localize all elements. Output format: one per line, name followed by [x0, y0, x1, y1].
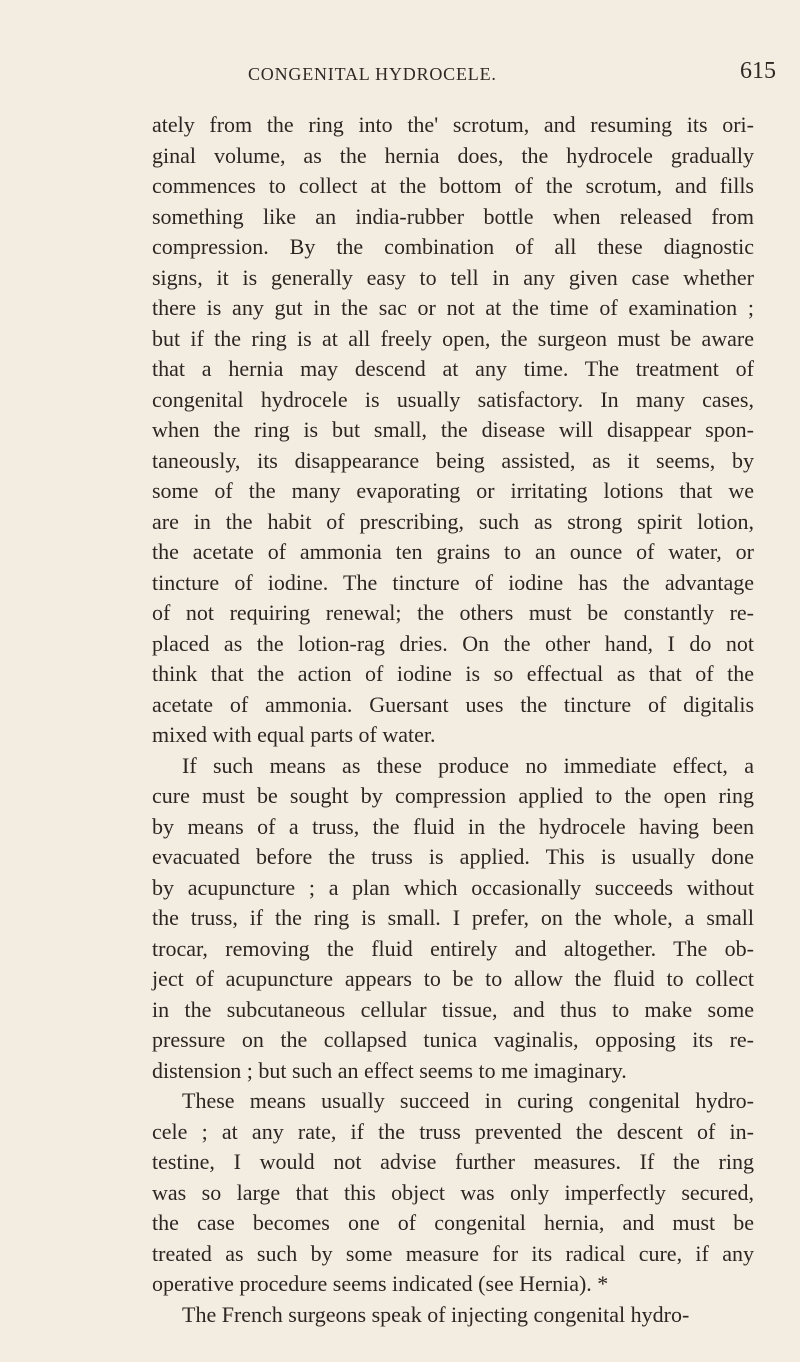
text-line: that a hernia may descend at any time. The treatment of — [152, 356, 754, 381]
text-line: compression. By the combination of all these diagnostic — [152, 234, 754, 259]
paragraph — [152, 1300, 754, 1331]
paragraph — [152, 751, 754, 1087]
text-line: mixed with equal parts of water. — [152, 722, 436, 747]
page-header — [0, 58, 800, 94]
text-line: evacuated before the truss is applied. This is usually done — [152, 844, 754, 869]
running-head: CONGENITAL HYDROCELE. — [248, 64, 497, 84]
text-line: operative procedure seems indicated (see Hernia). * — [152, 1271, 609, 1296]
text-line: there is any gut in the sac or not at the time of examination ; — [152, 295, 754, 320]
text-line: placed as the lotion-rag dries. On the other hand, I do not — [152, 630, 754, 656]
text-line: by acupuncture ; a plan which occasionally succeeds without — [152, 874, 754, 900]
text-line: These means usually succeed in curing congenital hydro- — [182, 1088, 754, 1113]
text-line: signs, it is generally easy to tell in any given case whether — [152, 264, 754, 290]
text-line: in the subcutaneous cellular tissue, and thus to make some — [152, 996, 754, 1022]
text-line: cure must be sought by compression applied to the open ring — [152, 783, 754, 808]
text-line: some of the many evaporating or irritating lotions that we — [152, 478, 754, 503]
text-line: The French surgeons speak of injecting congenital hydro- — [182, 1301, 690, 1327]
text-line: testine, I would not advise further measures. If the ring — [152, 1149, 754, 1174]
text-line: If such means as these produce no immediate effect, a — [182, 752, 754, 778]
text-line: cele ; at any rate, if the truss prevented the descent of in- — [152, 1118, 754, 1144]
text-line: something like an india-rubber bottle when released from — [152, 203, 754, 229]
text-line: of not requiring renewal; the others must be constantly re- — [152, 600, 754, 625]
body-text — [152, 110, 754, 1330]
text-line: ginal volume, as the hernia does, the hydrocele gradually — [152, 142, 754, 168]
text-line: tincture of iodine. The tincture of iodine has the advantage — [152, 569, 754, 595]
text-line: trocar, removing the fluid entirely and altogether. The ob- — [152, 935, 754, 961]
text-line: when the ring is but small, the disease will disappear spon- — [152, 417, 754, 442]
text-line: pressure on the collapsed tunica vaginalis, opposing its re- — [152, 1027, 754, 1052]
text-line: are in the habit of prescribing, such as strong spirit lotion, — [152, 508, 754, 534]
paragraph — [152, 1086, 754, 1300]
page-number: 615 — [740, 58, 776, 84]
text-line: by means of a truss, the fluid in the hydrocele having been — [152, 813, 754, 839]
text-line: congenital hydrocele is usually satisfactory. In many cases, — [152, 386, 754, 412]
text-line: ately from the ring into the' scrotum, and resuming its ori- — [152, 112, 754, 137]
paragraph — [152, 110, 754, 751]
text-line: ject of acupuncture appears to be to allow the fluid to collect — [152, 966, 754, 991]
text-line: acetate of ammonia. Guersant uses the tincture of digitalis — [152, 691, 754, 717]
text-line: think that the action of iodine is so effectual as that of the — [152, 661, 754, 686]
text-line: treated as such by some measure for its radical cure, if any — [152, 1240, 754, 1266]
text-line: the case becomes one of congenital hernia, and must be — [152, 1210, 754, 1235]
text-line: was so large that this object was only imperfectly secured, — [152, 1179, 754, 1205]
text-line: distension ; but such an effect seems to me imaginary. — [152, 1057, 627, 1083]
text-line: taneously, its disappearance being assisted, as it seems, by — [152, 447, 754, 473]
text-line: commences to collect at the bottom of the scrotum, and fills — [152, 173, 754, 198]
text-line: the truss, if the ring is small. I prefer, on the whole, a small — [152, 905, 754, 930]
text-line: the acetate of ammonia ten grains to an ounce of water, or — [152, 539, 754, 564]
text-line: but if the ring is at all freely open, the surgeon must be aware — [152, 325, 754, 351]
